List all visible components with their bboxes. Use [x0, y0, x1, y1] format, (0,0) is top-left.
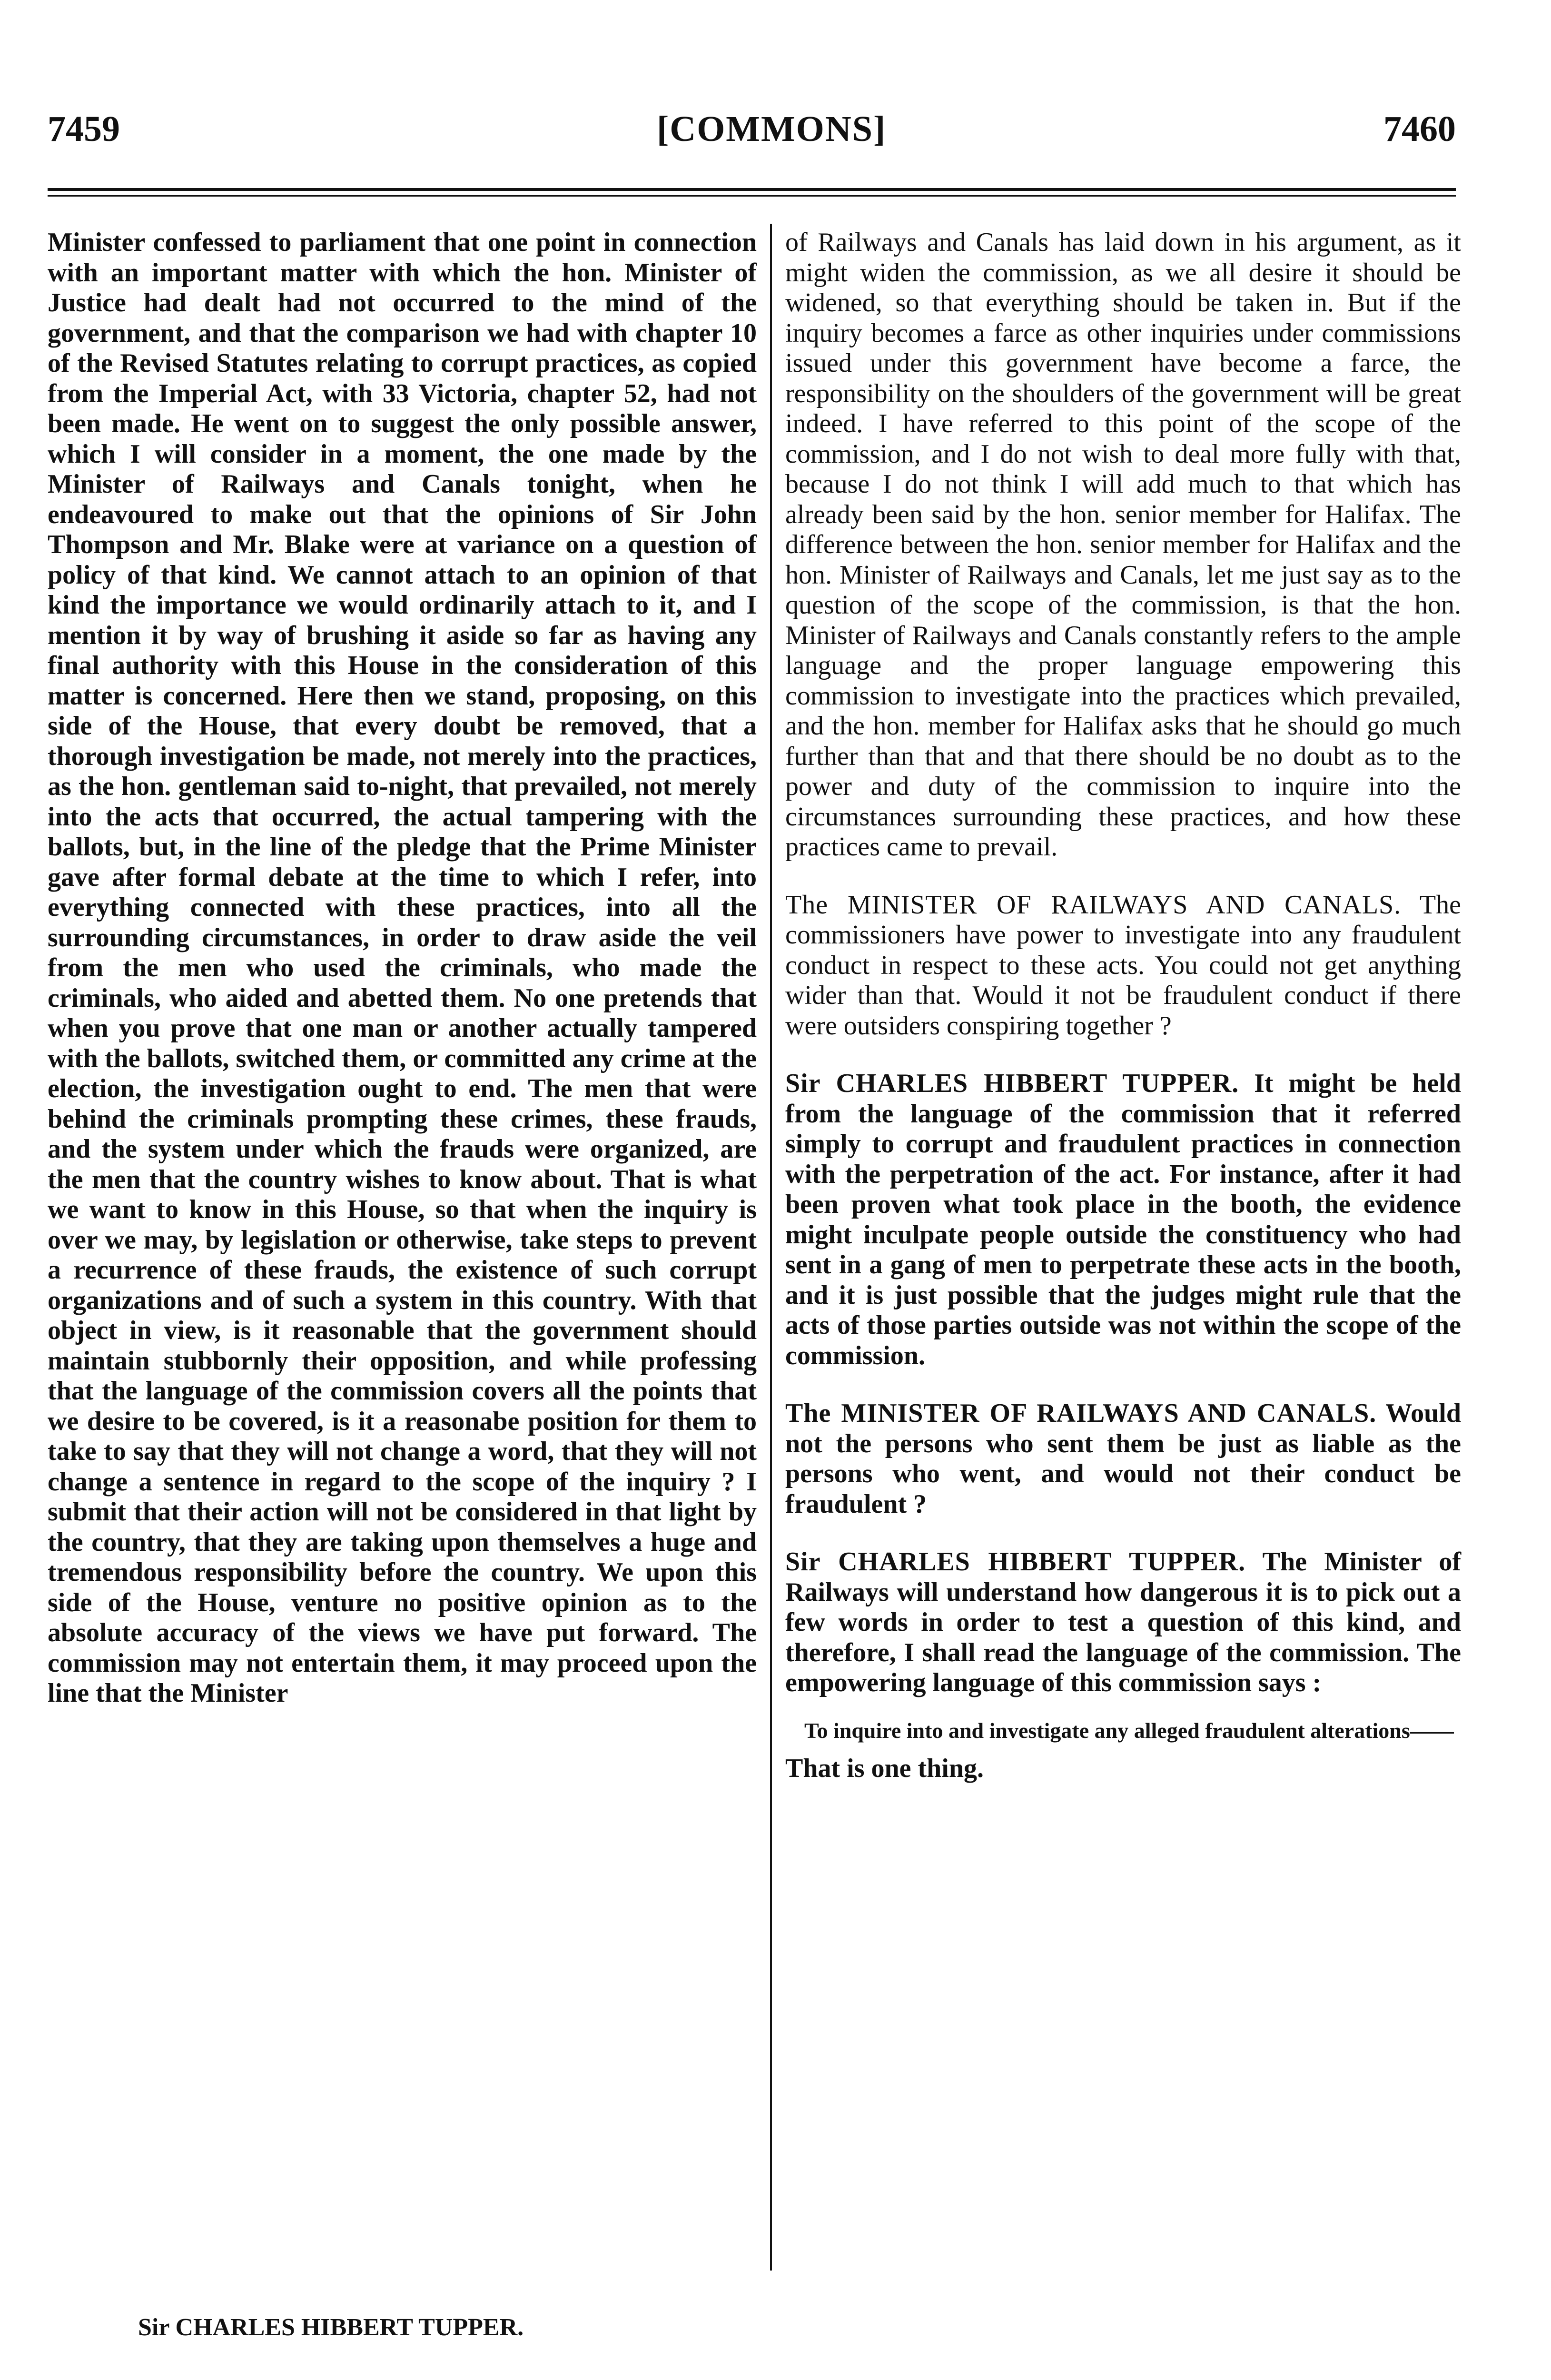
- running-head: [COMMONS]: [657, 109, 887, 149]
- page-header: [0, 109, 1551, 166]
- left-column-paragraph: Minister confessed to parliament that one point in connection with an important matter with which the hon. Minister of Justice had dealt had not occurred to the mind of the government, and that the comparison we had with chapter 10 of the Revised Statutes relating to corrupt practices, as copied from the Imperial Act, with 33 Victoria, chapter 52, had not been made. He went on to suggest the only possible answer, which I will consider in a moment, the one made by the Minister of Railways and Canals tonight, when he endeavoured to make out that the opinions of Sir John Thompson and Mr. Blake were at variance on a question of policy of that kind. We cannot attach to an opinion of that kind the importance we would ordinarily attach to it, and I mention it by way of brushing it aside so far as having any final authority with this House in the consideration of this matter is concerned. Here then we stand, proposing, on this side of the House, that every doubt be removed, that a thorough investigation be made, not merely into the practices, as the hon. gentleman said to-night, that prevailed, not merely into the acts that occurred, the actual tampering with the ballots, but, in the line of the pledge that the Prime Minister gave after formal debate at the time to which I refer, into everything connected with these practices, into all the surrounding circumstances, in order to draw aside the veil from the men who used the criminals, who made the criminals, who aided and abetted them. No one pretends that when you prove that one man or another actually tampered with the ballots, switched them, or committed any crime at the election, the investigation ought to end. The men that were behind the criminals prompting these crimes, these frauds, and the system under which the frauds were organized, are the men that the country wishes to know about. That is what we want to know in this House, so that when the inquiry is over we may, by legislation or otherwise, take steps to prevent a recurrence of these frauds, the existence of such corrupt organizations and of such a system in this country. With that object in view, is it reasonable that the government should maintain stubbornly their opposition, and while professing that the language of the commission covers all the points that we desire to be covered, is it a reasonabe position for them to take to say that they will not change a word, that they will not change a sentence in regard to the scope of the inquiry ? I submit that their action will not be considered in that light by the country, that they are taking upon themselves a huge and tremendous responsibility before the country. We upon this side of the House, venture no positive opinion as to the absolute accuracy of the views we have put forward. The commission may not entertain them, it may proceed upon the line that the Minister: [48, 228, 757, 1708]
- left-column: [48, 228, 757, 1709]
- column-divider: [770, 224, 772, 2271]
- speech-text: The commissioners have power to investigate into any fraudulent conduct in respect to these acts. You could not get anything wider than that. Would it not be fraudulent conduct if there were outsiders conspiring together ?: [785, 890, 1461, 1041]
- speech-tupper-2: [785, 1547, 1461, 1698]
- page-number-left: 7459: [48, 109, 120, 149]
- speech-text: The Minister of Railways will understand how dangerous it is to pick out a few words in order to test a question of this kind, and therefore, I shall read the language of the commission. The empowering language of this commission says :: [785, 1547, 1461, 1697]
- speech-tupper-1: [785, 1069, 1461, 1371]
- speaker-name: The MINISTER OF RAILWAYS AND CANALS.: [785, 1398, 1377, 1428]
- speech-minister-2: [785, 1398, 1461, 1519]
- catchword-speaker: Sir CHARLES HIBBERT TUPPER.: [138, 2314, 524, 2341]
- speaker-name: The MINISTER OF RAILWAYS AND CANALS.: [785, 890, 1402, 920]
- right-column-continuation: of Railways and Canals has laid down in his argument, as it might widen the commission, as we all desire it should be widened, so that everything should be taken in. But if the inquiry becomes a farce as other inquiries under commissions issued under this government have become a farce, the responsibility on the shoulders of the government will be great indeed. I have referred to this point of the scope of the commission, and I do not wish to deal more fully with that, because I do not think I will add much to that which has already been said by the hon. senior member for Halifax. The difference between the hon. senior member for Halifax and the hon. Minister of Railways and Canals, let me just say as to the question of the scope of the commission, is that the hon. Minister of Railways and Canals constantly refers to the ample language and the proper language empowering this commission to investigate into the practices which prevailed, and the hon. member for Halifax asks that he should go much further than that and that there should be no doubt as to the power and duty of the commission to inquire into the circumstances surrounding these practices, and how these practices came to prevail.: [785, 228, 1461, 862]
- header-rule-thin: [48, 195, 1456, 197]
- speech-minister-1: [785, 890, 1461, 1041]
- speaker-name: Sir CHARLES HIBBERT TUPPER.: [785, 1069, 1239, 1098]
- speech-text: Would not the persons who sent them be just as liable as the persons who went, and would not their conduct be fraudulent ?: [785, 1398, 1461, 1519]
- closing-line: That is one thing.: [785, 1753, 984, 1783]
- header-rule: [48, 188, 1456, 191]
- right-column: [785, 228, 1461, 1784]
- speaker-name: Sir CHARLES HIBBERT TUPPER.: [785, 1547, 1246, 1577]
- page-number-right: 7460: [1383, 109, 1456, 149]
- quoted-commission-text: To inquire into and investigate any alleged fraudulent alterations——: [804, 1718, 1454, 1743]
- speech-text: It might be held from the language of the commission that it referred simply to corrupt and fraudulent practices in connection with the perpetration of the act. For instance, after it had been proven what took place in the booth, the evidence might inculpate people outside the constituency who had sent in a gang of men to perpetrate these acts in the booth, and it is just possible that the judges might rule that the acts of those parties outside was not within the scope of the commission.: [785, 1069, 1462, 1370]
